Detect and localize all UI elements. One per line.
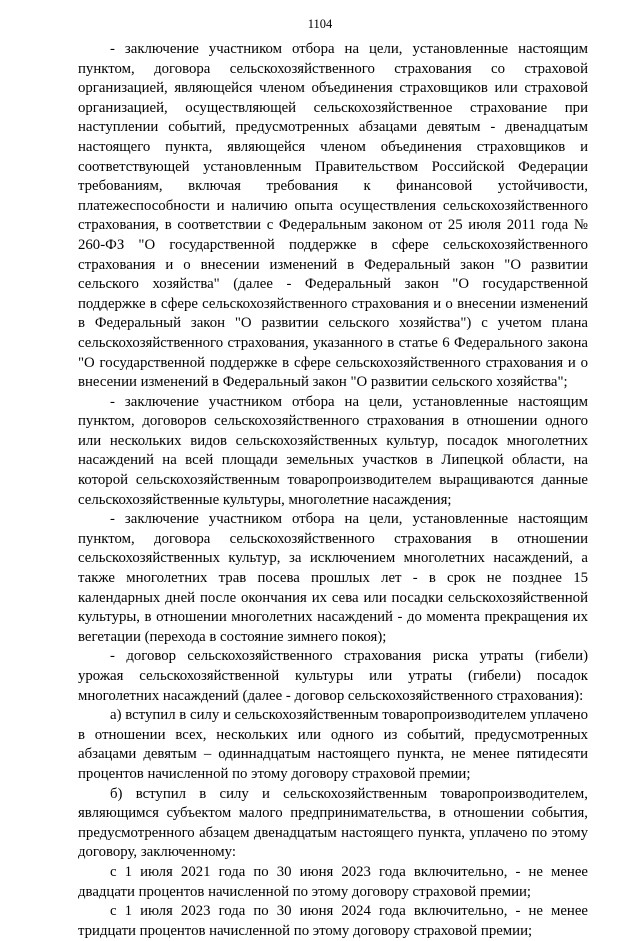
paragraph: а) вступил в силу и сельскохозяйственным товаропроизводителем уплачено в отношении всех, нескольких или одного из событий, предусмотренных абзацами девятым – одиннадцатым настоящего пункта, не менее пятидесяти процентов начисленной по этому договору страховой премии; xyxy=(78,707,588,782)
paragraph: - заключение участником отбора на цели, установленные настоящим пунктом, договора сельскохозяйственного страхования в отношении сельскохозяйственных культур, за исключением многолетних насаждений, а также многолетних трав посева прошлых лет - в срок не позднее 15 календарных дней после окончания их сева или посадки сельскохозяйственной культуры, в отношении многолетних насаждений - до момента прекращения их вегетации (перехода в состояние зимнего покоя); xyxy=(78,511,588,645)
paragraph: с 1 июля 2021 года по 30 июня 2023 года включительно, - не менее двадцати процентов начисленной по этому договору страховой премии; xyxy=(78,863,588,900)
page-number: 1104 xyxy=(307,17,333,31)
document-body xyxy=(78,40,588,941)
paragraph: с 1 июля 2023 года по 30 июня 2024 года включительно, - не менее тридцати процентов начисленной по этому договору страховой премии; xyxy=(78,903,588,939)
paragraph: - заключение участником отбора на цели, установленные настоящим пунктом, договора сельскохозяйственного страхования со страховой организацией, являющейся членом объединения страховщиков или страховой организацией, осуществляющей сельскохозяйственное страхование при наступлении событий, предусмотренных абзацами девятым - двенадцатым настоящего пункта, являющейся членом объединения страховщиков и соответствующей установленным Правительством Российской Федерации требованиям, включая требования к финансовой устойчивости, платежеспособности и наличию опыта осуществления сельскохозяйственного страхования, в соответствии с Федеральным законом от 25 июля 2011 года № 260-ФЗ "О государственной поддержке в сфере сельскохозяйственного страхования и о внесении изменений в Федеральный закон "О развитии сельского хозяйства" (далее - Федеральный закон "О государственной поддержке в сфере сельскохозяйственного страхования и о внесении изменений в Федеральный закон "О развитии сельского хозяйства") с учетом плана сельскохозяйственного страхования, указанного в статье 6 Федерального закона "О государственной поддержке в сфере сельскохозяйственного страхования и о внесении изменений в Федеральный закон "О развитии сельского хозяйства"; xyxy=(78,41,588,391)
paragraph: - заключение участником отбора на цели, установленные настоящим пунктом, договоров сельскохозяйственного страхования в отношении одного или нескольких видов сельскохозяйственных культур, посадок многолетних насаждений на всей площади земельных участков в Липецкой области, на которой сельскохозяйственным товаропроизводителем выращиваются данные сельскохозяйственные культуры, многолетние насаждения; xyxy=(78,393,588,508)
paragraph: - договор сельскохозяйственного страхования риска утраты (гибели) урожая сельскохозяйственной культуры или утраты (гибели) посадок многолетних насаждений (далее - договор сельскохозяйственного страхования): xyxy=(78,648,588,704)
paragraph: б) вступил в силу и сельскохозяйственным товаропроизводителем, являющимся субъектом малого предпринимательства, в отношении события, предусмотренного абзацем двенадцатым настоящего пункта, уплачено по этому договору, заключенному: xyxy=(78,785,588,861)
